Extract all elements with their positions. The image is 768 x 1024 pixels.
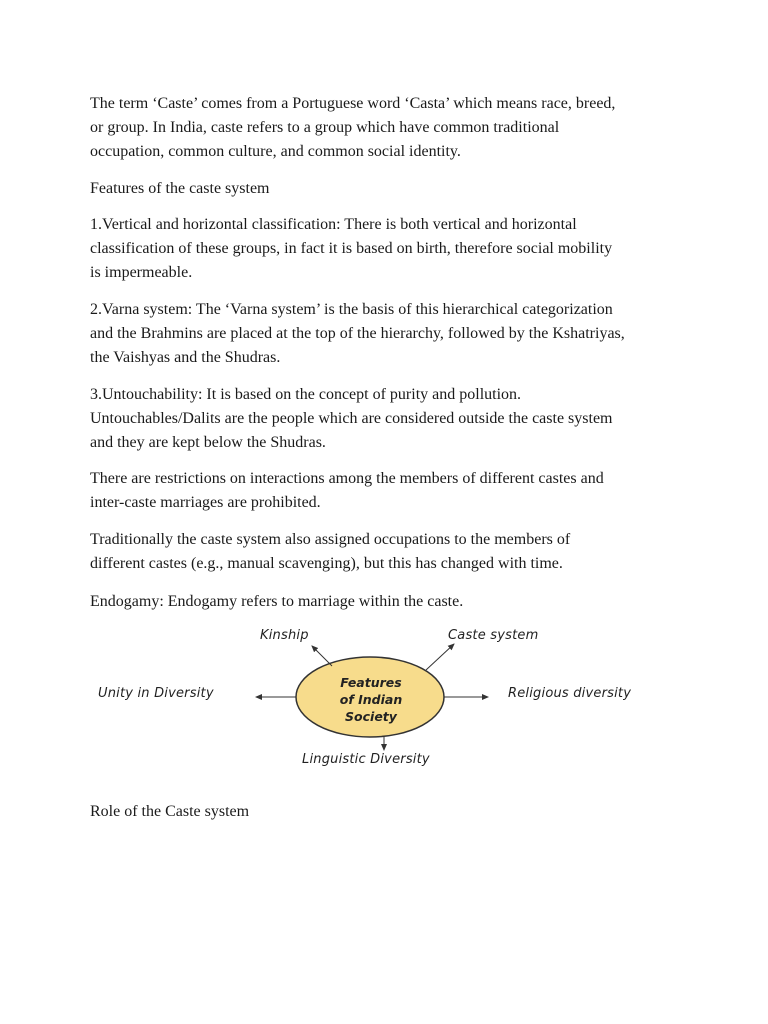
feature-item-1-line-3: is impermeable.	[90, 264, 193, 281]
restrictions-line-1: There are restrictions on interactions among the members of different castes and	[90, 470, 604, 487]
node-linguistic-diversity: Linguistic Diversity	[302, 752, 430, 767]
arrow-caste-system	[426, 644, 454, 670]
feature-item-2-line-1: 2.Varna system: The ‘Varna system’ is the basis of this hierarchical categorization	[90, 301, 613, 318]
node-kinship: Kinship	[260, 628, 309, 643]
feature-item-2	[90, 298, 690, 370]
feature-item-3-line-3: and they are kept below the Shudras.	[90, 434, 326, 451]
intro-line-2: or group. In India, caste refers to a group which have common traditional	[90, 119, 560, 136]
restrictions-paragraph	[90, 467, 690, 515]
feature-item-2-line-3: the Vaishyas and the Shudras.	[90, 349, 281, 366]
feature-item-3-line-1: 3.Untouchability: It is based on the concept of purity and pollution.	[90, 386, 522, 403]
feature-item-1-line-1: 1.Vertical and horizontal classification: There is both vertical and horizontal	[90, 216, 577, 233]
occupations-line-1: Traditionally the caste system also assigned occupations to the members of	[90, 531, 571, 548]
feature-item-3-line-2: Untouchables/Dalits are the people which are considered outside the caste system	[90, 410, 613, 427]
feature-item-1	[90, 213, 690, 285]
arrow-kinship	[312, 646, 332, 666]
feature-item-3	[90, 383, 690, 455]
endogamy-paragraph	[90, 590, 690, 614]
feature-item-2-line-2: and the Brahmins are placed at the top of the hierarchy, followed by the Kshatriyas,	[90, 325, 625, 342]
node-caste-system: Caste system	[448, 628, 539, 643]
features-heading-text: Features of the caste system	[90, 180, 270, 197]
center-label	[316, 674, 426, 725]
restrictions-line-2: inter-caste marriages are prohibited.	[90, 494, 321, 511]
intro-line-1: The term ‘Caste’ comes from a Portuguese word ‘Casta’ which means race, breed,	[90, 95, 616, 112]
endogamy-text: Endogamy: Endogamy refers to marriage within the caste.	[90, 593, 464, 610]
features-heading	[90, 177, 690, 201]
intro-paragraph	[90, 92, 690, 164]
occupations-line-2: different castes (e.g., manual scavenging), but this has changed with time.	[90, 555, 563, 572]
center-label-line-2: of Indian	[339, 692, 403, 707]
node-religious-diversity: Religious diversity	[508, 686, 632, 701]
center-label-line-1: Features	[340, 675, 402, 690]
role-heading-text: Role of the Caste system	[90, 803, 250, 820]
role-heading	[90, 800, 690, 824]
occupations-paragraph	[90, 528, 690, 576]
intro-line-3: occupation, common culture, and common social identity.	[90, 143, 461, 160]
center-label-line-3: Society	[345, 709, 397, 724]
node-unity-in-diversity: Unity in Diversity	[98, 686, 214, 701]
feature-item-1-line-2: classification of these groups, in fact it is based on birth, therefore social mobility	[90, 240, 613, 257]
features-diagram	[90, 622, 670, 782]
